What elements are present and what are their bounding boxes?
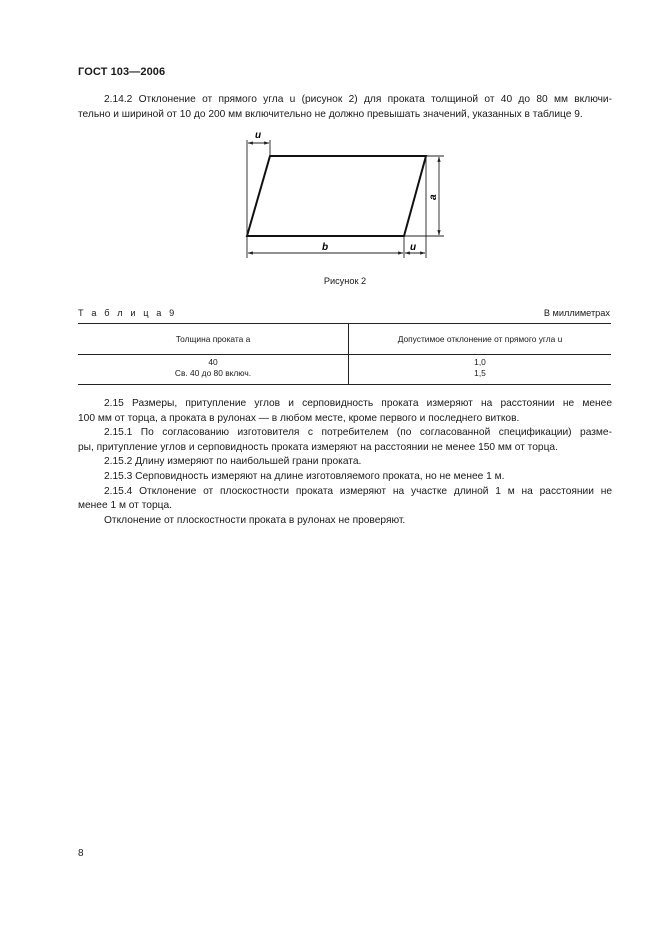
label-u-top: u	[255, 130, 262, 141]
label-b: b	[322, 242, 329, 253]
paragraph-2-15-1-line-2: ры, притупление углов и серповидность проката измеряют на расстоянии не менее 150 мм от торца.	[78, 441, 558, 453]
figure-2-diagram	[0, 0, 661, 300]
document-header: ГОСТ 103—2006	[78, 66, 166, 78]
paragraph-2-15-line-1: 2.15 Размеры, притупление углов и серповидность проката измеряют на расстоянии не менее	[104, 398, 612, 409]
page-number: 8	[78, 848, 84, 859]
figure-caption: Рисунок 2	[323, 276, 367, 286]
paragraph-2-15-2: 2.15.2 Длину измеряют по наибольшей грани проката.	[104, 456, 362, 468]
table-row	[78, 355, 611, 385]
header-deviation: Допустимое отклонение от прямого угла u	[349, 324, 612, 355]
deviation-value: 1,5	[474, 368, 486, 378]
paragraph-2-15-4-line-1: 2.15.4 Отклонение от плоскостности проката измеряют на участке длиной 1 м на расстоянии не	[104, 485, 612, 497]
thickness-value: 40	[208, 357, 218, 367]
paragraph-2-15-1-line-1: 2.15.1 По согласованию изготовителя с потребителем (по согласованной спецификации) разме-	[104, 427, 612, 439]
paragraph-flatness-note: Отклонение от плоскостности проката в рулонах не проверяют.	[104, 514, 406, 526]
thickness-value: Св. 40 до 80 включ.	[174, 368, 252, 378]
intro-line-2: тельно и шириной от 10 до 200 мм включительно не должно превышать значений, указанных в таблице 9.	[78, 108, 583, 120]
paragraph-2-15-3: 2.15.3 Серповидность измеряют на длине изготовляемого проката, но не менее 1 м.	[104, 471, 505, 482]
paragraph-2-15-line-2: 100 мм от торца, а проката в рулонах — в любом месте, кроме первого и последнего витков.	[78, 412, 520, 424]
table-unit: В миллиметрах	[543, 308, 610, 318]
intro-line-1: 2.14.2 Отклонение от прямого угла u (рисунок 2) для проката толщиной от 40 до 80 мм включи-	[104, 94, 612, 105]
paragraph-2-15-4-line-2: менее 1 м от торца.	[78, 500, 172, 512]
parallelogram-shape	[247, 156, 426, 236]
label-u-bottom: u	[410, 242, 417, 253]
table-9	[78, 323, 611, 385]
label-a: a	[428, 194, 439, 200]
header-thickness: Толщина проката a	[78, 324, 349, 355]
table-title: Т а б л и ц а 9	[78, 308, 177, 318]
cell-deviation	[349, 355, 612, 385]
deviation-value: 1,0	[474, 357, 486, 367]
cell-thickness	[78, 355, 349, 385]
